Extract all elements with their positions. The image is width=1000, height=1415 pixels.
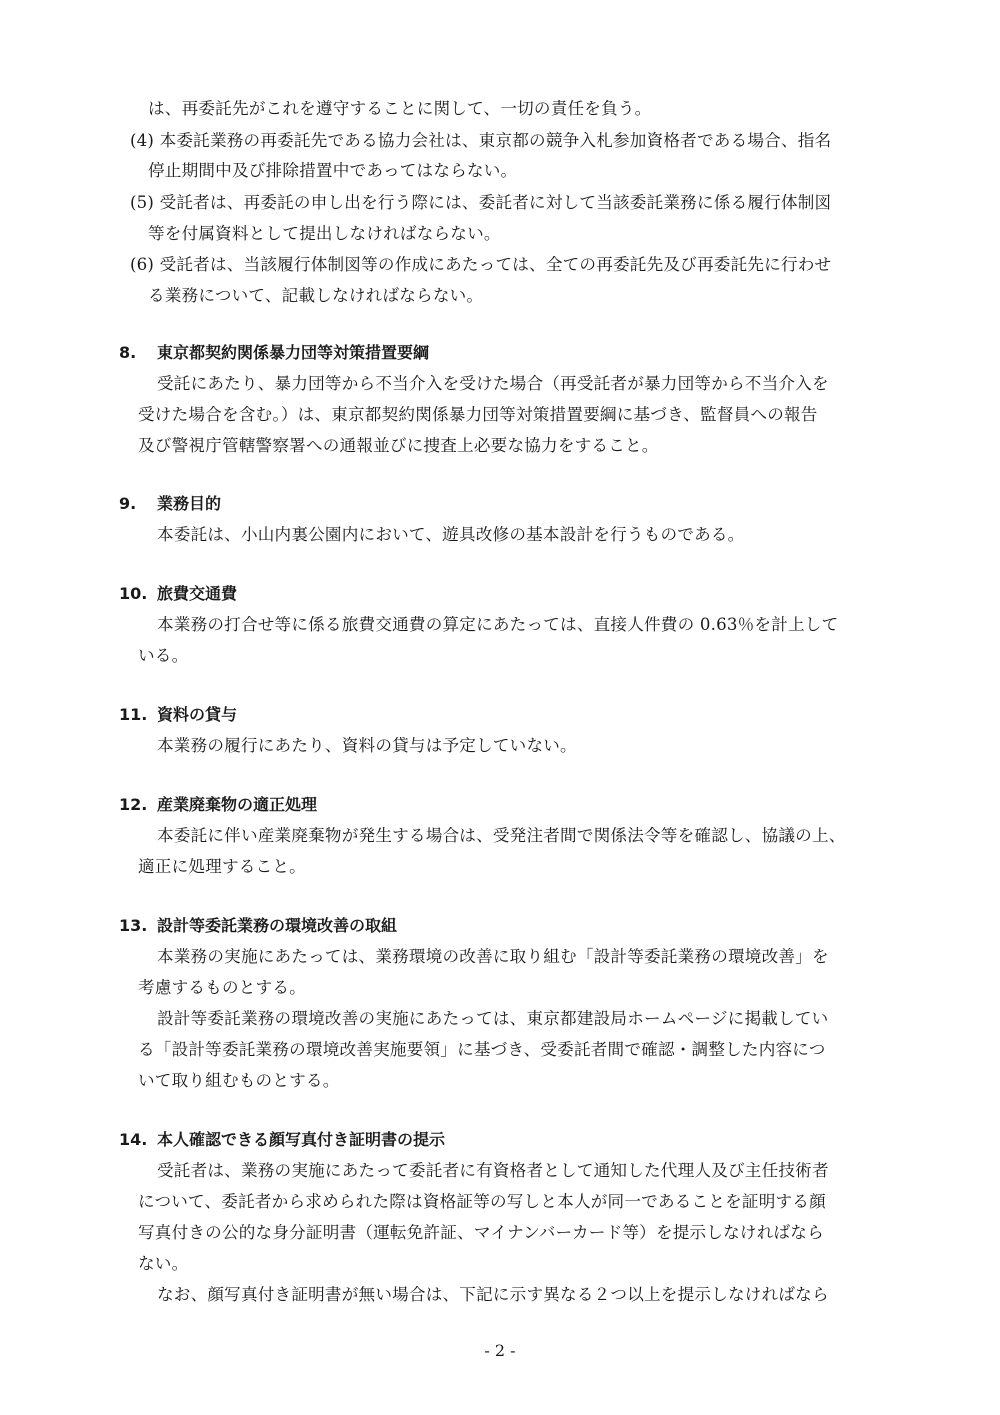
section-paragraph-line: 設計等委託業務の環境改善の実施にあたっては、東京都建設局ホームページに掲載してい [157, 1009, 829, 1028]
section-paragraph-line: なお、顔写真付き証明書が無い場合は、下記に示す異なる２つ以上を提示しなければなら [157, 1285, 829, 1304]
list-item-5-cont: 等を付属資料として提出しなければならない。 [148, 224, 501, 243]
section-number: 14. [119, 1130, 148, 1149]
section-number: 13. [119, 916, 148, 935]
section-heading-12 [119, 794, 317, 816]
section-heading-11 [119, 704, 237, 726]
section-paragraph-line: 及び警視庁管轄警察署への通報並びに捜査上必要な協力をすること。 [138, 436, 659, 455]
section-paragraph-line: 写真付きの公的な身分証明書（運転免許証、マイナンバーカード等）を提示しなければなら [138, 1223, 824, 1242]
section-number: 8. [119, 343, 137, 362]
section-number: 10. [119, 584, 148, 603]
section-number: 9. [119, 494, 137, 513]
list-item-6: (6) 受託者は、当該履行体制図等の作成にあたっては、全ての再委託先及び再委託先に行わせ [130, 255, 832, 274]
section-paragraph-line: 適正に処理すること。 [138, 857, 306, 876]
section-title: 東京都契約関係暴力団等対策措置要綱 [157, 343, 430, 362]
section-paragraph-line: 本業務の実施にあたっては、業務環境の改善に取り組む「設計等委託業務の環境改善」を [157, 947, 829, 966]
section-paragraph-line: ない。 [138, 1254, 189, 1273]
section-paragraph-line: 本業務の打合せ等に係る旅費交通費の算定にあたっては、直接人件費の 0.63％を計上して [157, 615, 839, 634]
section-heading-14 [119, 1129, 445, 1151]
section-title: 業務目的 [157, 494, 222, 513]
section-paragraph-line: 受託者は、業務の実施にあたって委託者に有資格者として通知した代理人及び主任技術者 [157, 1161, 829, 1180]
section-paragraph-line: 受けた場合を含む。）は、東京都契約関係暴力団等対策措置要綱に基づき、監督員への報告 [138, 405, 818, 424]
section-title: 旅費交通費 [157, 584, 238, 603]
list-item-6-cont: る業務について、記載しなければならない。 [148, 286, 484, 305]
section-paragraph-line: 本委託に伴い産業廃棄物が発生する場合は、受発注者間で関係法令等を確認し、協議の上、 [157, 826, 846, 845]
section-paragraph-line: について、委託者から求められた際は資格証等の写しと本人が同一であることを証明する顔 [138, 1192, 826, 1211]
section-paragraph-line: 受託にあたり、暴力団等から不当介入を受けた場合（再受託者が暴力団等から不当介入を [157, 374, 829, 393]
list-item-4-cont: 停止期間中及び排除措置中であってはならない。 [148, 161, 518, 180]
section-paragraph-line: いて取り組むものとする。 [138, 1071, 340, 1090]
page-number: - 2 - [484, 1341, 516, 1360]
section-heading-9 [119, 493, 221, 515]
section-heading-13 [119, 915, 397, 937]
section-paragraph-line: 本業務の履行にあたり、資料の貸与は予定していない。 [157, 736, 577, 755]
section-paragraph-line: 考慮するものとする。 [138, 978, 306, 997]
section-title: 設計等委託業務の環境改善の取組 [157, 916, 398, 935]
section-paragraph-line: 本委託は、小山内裏公園内において、遊具改修の基本設計を行うものである。 [157, 525, 745, 544]
section-title: 資料の貸与 [157, 705, 238, 724]
section-paragraph-line: いる。 [138, 646, 189, 665]
section-heading-8 [119, 342, 429, 364]
section-title: 産業廃棄物の適正処理 [157, 795, 318, 814]
section-paragraph-line: る「設計等委託業務の環境改善実施要領」に基づき、受委託者間で確認・調整した内容につ [138, 1040, 826, 1059]
section-number: 11. [119, 705, 148, 724]
list-item-4: (4) 本委託業務の再委託先である協力会社は、東京都の競争入札参加資格者である場合、指名 [130, 131, 832, 150]
section-heading-10 [119, 583, 237, 605]
list-item-5: (5) 受託者は、再委託の申し出を行う際には、委託者に対して当該委託業務に係る履行体制図 [130, 193, 832, 212]
section-title: 本人確認できる顔写真付き証明書の提示 [157, 1130, 446, 1149]
intro-line: は、再委託先がこれを遵守することに関して、一切の責任を負う。 [148, 99, 652, 118]
section-number: 12. [119, 795, 148, 814]
